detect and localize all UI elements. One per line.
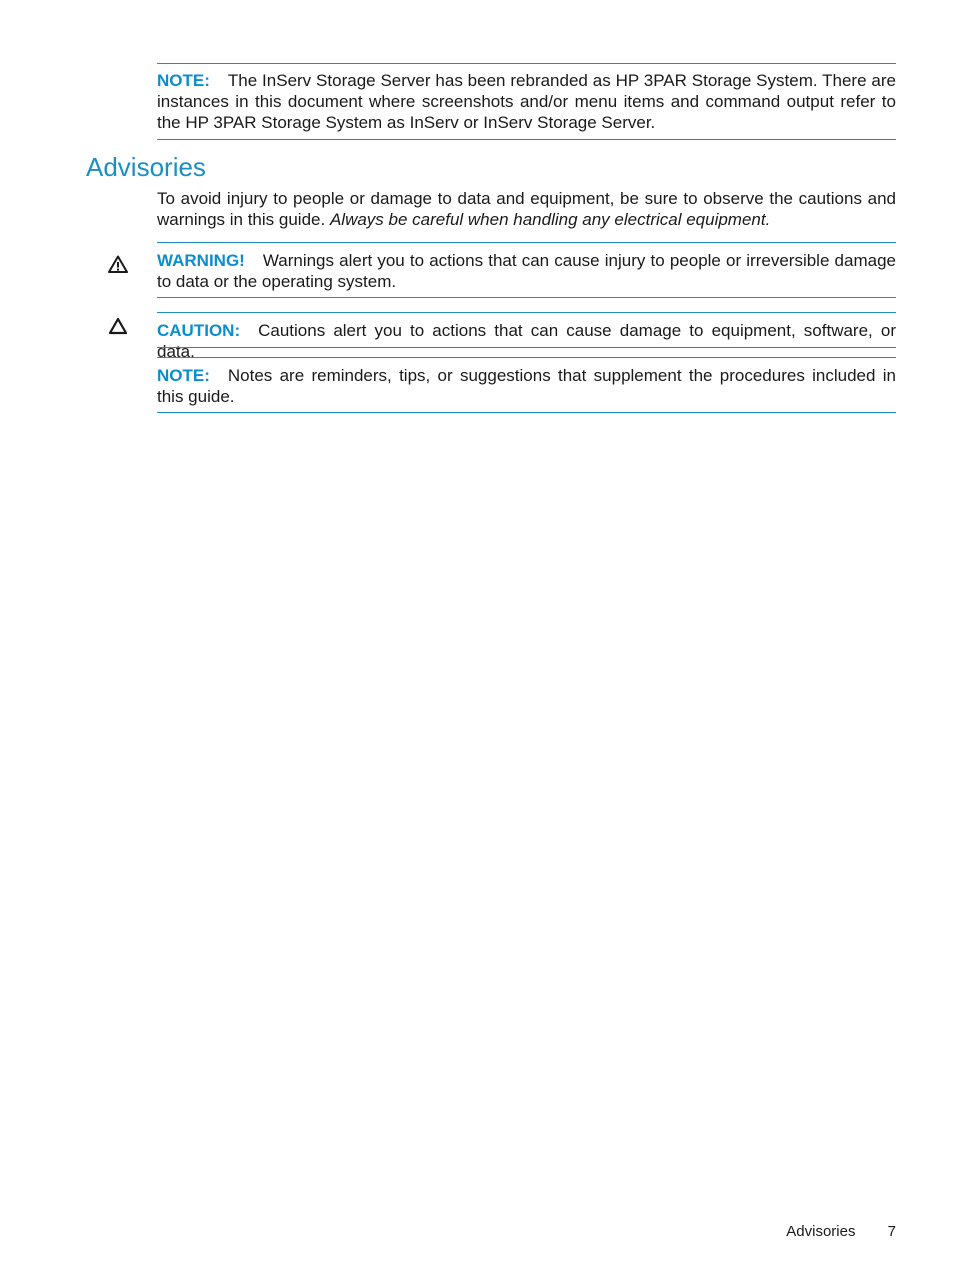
warning-label: WARNING! xyxy=(157,251,245,270)
section-title: Advisories xyxy=(86,152,206,182)
note-top-rule-bottom xyxy=(157,139,896,140)
footer-section-name: Advisories xyxy=(786,1223,856,1240)
note-top-label: NOTE: xyxy=(157,71,210,90)
warning-rule-top xyxy=(157,242,896,243)
intro-text: To avoid injury to people or damage to data and equipment, be sure to observe the cautions and warnings in this guide. xyxy=(157,189,896,229)
caution-box xyxy=(157,320,896,362)
section-intro xyxy=(157,188,896,230)
warning-text: Warnings alert you to actions that can cause injury to people or irreversible damage to data or the operating system. xyxy=(157,251,896,291)
note-rule-bottom xyxy=(157,412,896,413)
note-rule-top xyxy=(157,357,896,358)
note-top-rule-top xyxy=(157,63,896,64)
warning-rule-bottom xyxy=(157,297,896,298)
note-text: Notes are reminders, tips, or suggestions that supplement the procedures included in this guide. xyxy=(157,366,896,406)
footer-page-number: 7 xyxy=(887,1223,896,1240)
caution-text: Cautions alert you to actions that can cause damage to equipment, software, or data. xyxy=(157,321,896,361)
note-top xyxy=(157,70,896,133)
note-box xyxy=(157,365,896,407)
warning-triangle-icon xyxy=(108,255,128,273)
note-top-text: The InServ Storage Server has been rebranded as HP 3PAR Storage System. There are instances in this document where screenshots and/or menu items and command output refer to the HP 3PAR Storage System as InServ or InServ Storage Server. xyxy=(157,71,896,132)
warning-box xyxy=(157,250,896,292)
caution-label: CAUTION: xyxy=(157,321,241,340)
note-label: NOTE: xyxy=(157,366,210,385)
caution-triangle-icon xyxy=(108,317,128,335)
caution-rule-bottom xyxy=(157,347,896,348)
intro-italic-text: Always be careful when handling any electrical equipment. xyxy=(329,210,771,229)
page-footer xyxy=(786,1221,896,1243)
caution-rule-top xyxy=(157,312,896,313)
